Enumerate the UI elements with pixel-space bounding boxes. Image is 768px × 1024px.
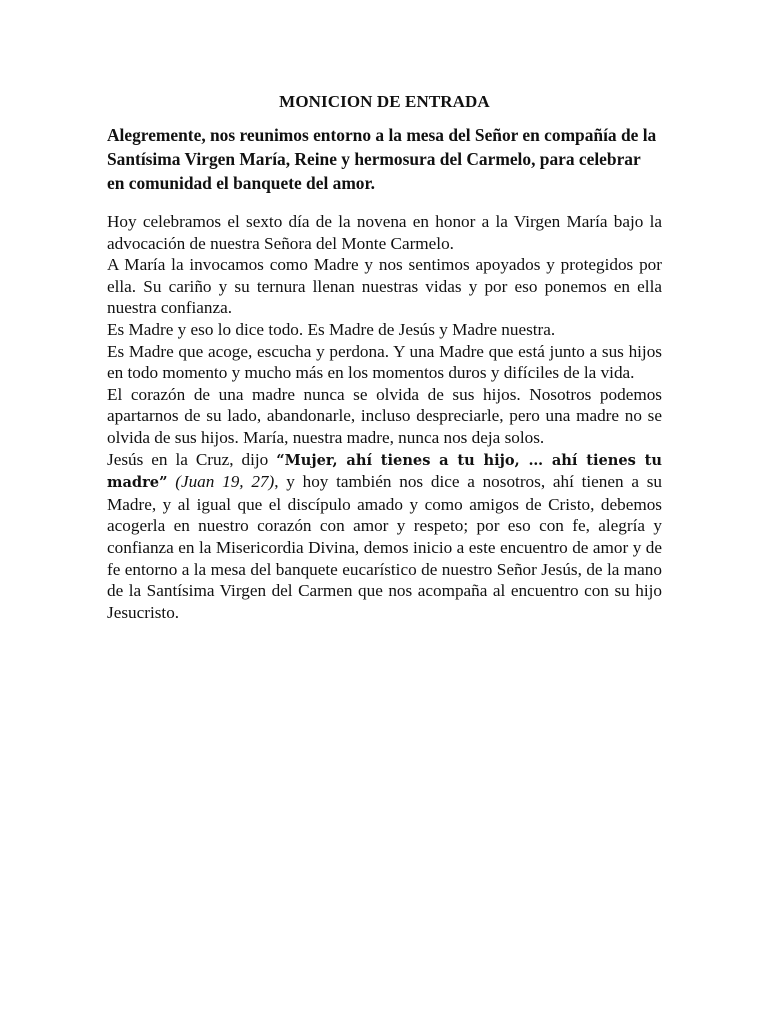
paragraph-invocation: A María la invocamos como Madre y nos sentimos apoyados y protegidos por ella. Su cariño y su ternura llenan nuestras vidas y por eso ponemos en ella nuestra confianza. (107, 255, 662, 318)
paragraph-heart: El corazón de una madre nunca se olvida de sus hijos. Nosotros podemos apartarnos de su lado, abandonarle, incluso despreciarle, pero una madre no se olvida de sus hijos. María, nuestra madre, nunca nos deja solos. (107, 384, 662, 447)
document-title: MONICION DE ENTRADA (279, 92, 490, 111)
cross-lead-text: Jesús en la Cruz, dijo (107, 449, 277, 469)
paragraph-mother: Es Madre y eso lo dice todo. Es Madre de Jesús y Madre nuestra. (107, 319, 556, 339)
body-text (107, 211, 662, 623)
paragraph-novena: Hoy celebramos el sexto día de la novena en honor a la Virgen María bajo la advocación de nuestra Señora del Monte Carmelo. (107, 212, 662, 253)
bible-quote: “Mujer, ahí tienes a tu hijo, … ahí tienes tu madre” (107, 451, 662, 492)
intro-paragraph: Alegremente, nos reunimos entorno a la mesa del Señor en compañía de la Santísima Virgen María, Reine y hermosura del Carmelo, para celebrar en comunidad el banquete del amor. (107, 125, 657, 193)
paragraph-cross (107, 449, 662, 624)
cross-rest-text: , y hoy también nos dice a nosotros, ahí tienen a su Madre, y al igual que el discípulo amado y como amigos de Cristo, debemos acogerla en nuestro corazón con amor y respeto; por eso con fe, alegría y confianza en la Misericordia Divina, demos inicio a este encuentro de amor y de fe entorno a la mesa del banquete eucarístico de nuestro Señor Jesús, de la mano de la Santísima Virgen del Carmen que nos acompaña al encuentro con su hijo Jesucristo. (107, 472, 662, 622)
document-content (107, 91, 662, 623)
paragraph-welcomes: Es Madre que acoge, escucha y perdona. Y una Madre que está junto a sus hijos en todo momento y mucho más en los momentos duros y difíciles de la vida. (107, 341, 662, 383)
bible-citation: (Juan 19, 27) (167, 472, 275, 492)
